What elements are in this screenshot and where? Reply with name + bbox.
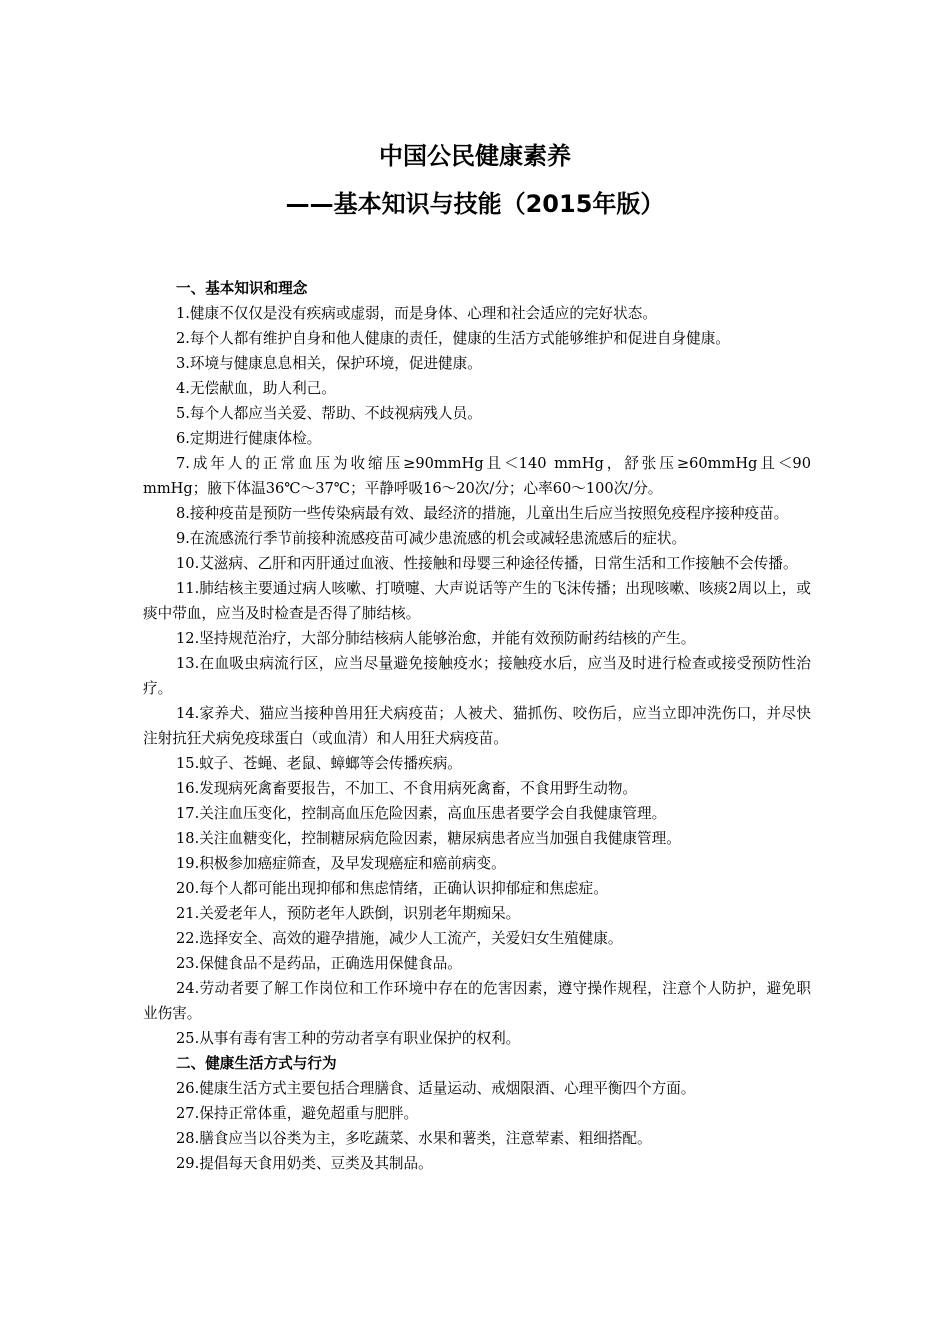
list-item: 13.在血吸虫病流行区，应当尽量避免接触疫水；接触疫水后，应当及时进行检查或接受预防性治疗。 (143, 655, 811, 697)
list-item: 22.选择安全、高效的避孕措施，减少人工流产，关爱妇女生殖健康。 (176, 930, 623, 947)
list-item: 14.家养犬、猫应当接种兽用狂犬病疫苗；人被犬、猫抓伤、咬伤后，应当立即冲洗伤口，并尽快注射抗狂犬病免疫球蛋白（或血清）和人用狂犬病疫苗。 (143, 705, 811, 747)
section-heading: 一、基本知识和理念 (176, 280, 308, 297)
document-subtitle: ——基本知识与技能（2015年版） (285, 190, 665, 218)
list-item: 24.劳动者要了解工作岗位和工作环境中存在的危害因素，遵守操作规程，注意个人防护，避免职业伤害。 (143, 980, 811, 1022)
list-item: 29.提倡每天食用奶类、豆类及其制品。 (176, 1155, 433, 1172)
list-item: 17.关注血压变化，控制高血压危险因素，高血压患者要学会自我健康管理。 (176, 805, 667, 822)
list-item: 4.无偿献血，助人利己。 (176, 380, 336, 397)
list-item: 16.发现病死禽畜要报告，不加工、不食用病死禽畜，不食用野生动物。 (176, 780, 638, 797)
list-item: 23.保健食品不是药品，正确选用保健食品。 (176, 955, 462, 972)
list-item: 2.每个人都有维护自身和他人健康的责任，健康的生活方式能够维护和促进自身健康。 (176, 330, 730, 347)
list-item: 20.每个人都可能出现抑郁和焦虑情绪，正确认识抑郁症和焦虑症。 (176, 880, 608, 897)
list-item: 9.在流感流行季节前接种流感疫苗可减少患流感的机会或减轻患流感后的症状。 (176, 530, 687, 547)
list-item: 8.接种疫苗是预防一些传染病最有效、最经济的措施，儿童出生后应当按照免疫程序接种疫苗。 (176, 505, 789, 522)
list-item: 21.关爱老年人，预防老年人跌倒，识别老年期痴呆。 (176, 905, 521, 922)
list-item: 19.积极参加癌症筛查，及早发现癌症和癌前病变。 (176, 855, 506, 872)
list-item: 18.关注血糖变化，控制糖尿病危险因素，糖尿病患者应当加强自我健康管理。 (176, 830, 681, 847)
list-item: 25.从事有毒有害工种的劳动者享有职业保护的权利。 (176, 1030, 521, 1047)
section-heading: 二、健康生活方式与行为 (176, 1055, 337, 1072)
list-item: 27.保持正常体重，避免超重与肥胖。 (176, 1105, 419, 1122)
list-item: 12.坚持规范治疗，大部分肺结核病人能够治愈，并能有效预防耐药结核的产生。 (176, 630, 696, 647)
list-item: 10.艾滋病、乙肝和丙肝通过血液、性接触和母婴三种途径传播，日常生活和工作接触不会传播。 (176, 555, 798, 572)
document-body (143, 276, 811, 1176)
document-title: 中国公民健康素养 (379, 142, 571, 170)
list-item: 26.健康生活方式主要包括合理膳食、适量运动、戒烟限酒、心理平衡四个方面。 (176, 1080, 696, 1097)
list-item: 11.肺结核主要通过病人咳嗽、打喷嚏、大声说话等产生的飞沫传播；出现咳嗽、咳痰2周以上，或痰中带血，应当及时检查是否得了肺结核。 (143, 580, 811, 622)
list-item: 28.膳食应当以谷类为主，多吃蔬菜、水果和薯类，注意荤素、粗细搭配。 (176, 1130, 652, 1147)
list-item: 5.每个人都应当关爱、帮助、不歧视病残人员。 (176, 405, 482, 422)
list-item: 7.成年人的正常血压为收缩压≥90mmHg且＜140 mmHg，舒张压≥60mmHg且＜90 mmHg；腋下体温36℃～37℃；平静呼吸16～20次/分；心率60～100次/分。 (143, 455, 811, 497)
list-item: 1.健康不仅仅是没有疾病或虚弱，而是身体、心理和社会适应的完好状态。 (176, 305, 657, 322)
list-item: 15.蚊子、苍蝇、老鼠、蟑螂等会传播疾病。 (176, 755, 462, 772)
list-item: 6.定期进行健康体检。 (176, 430, 322, 447)
list-item: 3.环境与健康息息相关，保护环境，促进健康。 (176, 355, 482, 372)
